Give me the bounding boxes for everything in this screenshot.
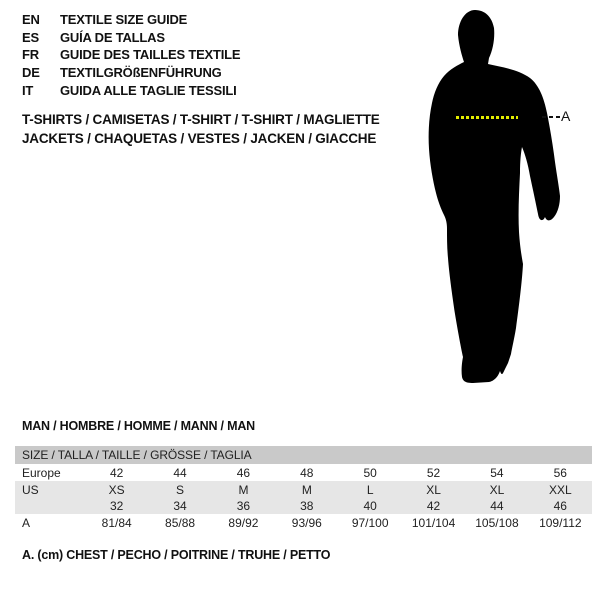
size-cell: 48 (300, 465, 314, 480)
size-cell: 50 (363, 465, 377, 480)
language-label: GUÍA DE TALLAS (60, 29, 165, 45)
size-cell: 34 (173, 499, 187, 513)
language-label: GUIDA ALLE TAGLIE TESSILI (60, 82, 237, 98)
size-cell: XL (426, 482, 441, 497)
size-cell: 81/84 (101, 516, 132, 530)
size-cell: 38 (300, 499, 314, 513)
measure-label-a: A (561, 108, 571, 124)
language-row (22, 64, 240, 82)
size-cell: 109/112 (539, 516, 582, 530)
size-cell: 101/104 (411, 516, 456, 530)
man-silhouette-path (429, 10, 560, 383)
language-label: TEXTILE SIZE GUIDE (60, 12, 188, 28)
size-cell: 46 (236, 465, 251, 480)
size-cell: 93/96 (291, 516, 322, 530)
category-line-jackets: JACKETS / CHAQUETAS / VESTES / JACKEN / GIACCHE (22, 131, 377, 146)
size-cell: 44 (173, 465, 187, 480)
language-label: TEXTILGRÖßENFÜHRUNG (60, 65, 222, 81)
language-code: DE (22, 65, 40, 81)
section-title-man: MAN / HOMBRE / HOMME / MANN / MAN (22, 419, 255, 433)
row-label: US (22, 482, 39, 497)
size-cell: 36 (236, 499, 251, 513)
man-silhouette-figure (428, 10, 560, 386)
size-cell: S (176, 482, 185, 497)
size-cell: XS (108, 482, 125, 497)
size-cell: 52 (426, 465, 441, 480)
language-label: GUIDE DES TAILLES TEXTILE (60, 47, 241, 63)
chest-measure-dashed-line (456, 116, 518, 119)
category-line-tshirts: T-SHIRTS / CAMISETAS / T-SHIRT / T-SHIRT / MAGLIETTE (22, 112, 380, 127)
language-code: ES (22, 29, 39, 45)
language-code: EN (22, 12, 40, 28)
size-cell: 44 (490, 499, 504, 513)
language-code: IT (22, 82, 34, 98)
size-cell: 89/92 (228, 516, 259, 530)
size-cell: 97/100 (351, 516, 389, 530)
category-heading (22, 110, 380, 148)
size-cell: M (238, 482, 249, 497)
size-cell: XL (489, 482, 505, 497)
footnote-chest-legend: A. (cm) CHEST / PECHO / POITRINE / TRUHE / PETTO (22, 548, 331, 562)
size-cell: 42 (110, 465, 124, 480)
size-cell: 32 (110, 499, 124, 513)
language-row (22, 11, 240, 29)
language-title-list (22, 11, 240, 99)
row-label: Europe (22, 465, 61, 480)
size-row-us (15, 481, 592, 498)
size-cell: L (366, 482, 374, 497)
size-cell: 40 (363, 499, 377, 513)
size-cell: 85/88 (165, 516, 196, 530)
size-cell: 54 (490, 465, 504, 480)
language-row (22, 81, 240, 99)
language-row (22, 46, 240, 64)
size-cell: XXL (548, 482, 572, 497)
row-label: A (22, 516, 31, 530)
size-table (15, 446, 592, 532)
measure-callout-dashed-line (542, 116, 561, 118)
size-cell: 46 (553, 499, 567, 513)
language-row (22, 29, 240, 47)
size-cell: 105/108 (475, 516, 519, 530)
size-table-header: SIZE / TALLA / TAILLE / GRÖSSE / TAGLIA (15, 446, 592, 464)
size-row-europe (15, 464, 592, 481)
language-code: FR (22, 47, 39, 63)
size-row-chest-a (15, 514, 592, 532)
size-cell: M (301, 482, 312, 497)
size-rows-us-group (15, 481, 592, 514)
size-cell: 42 (426, 499, 441, 513)
size-row-us-numeric (15, 498, 592, 514)
size-cell: 56 (553, 465, 567, 480)
